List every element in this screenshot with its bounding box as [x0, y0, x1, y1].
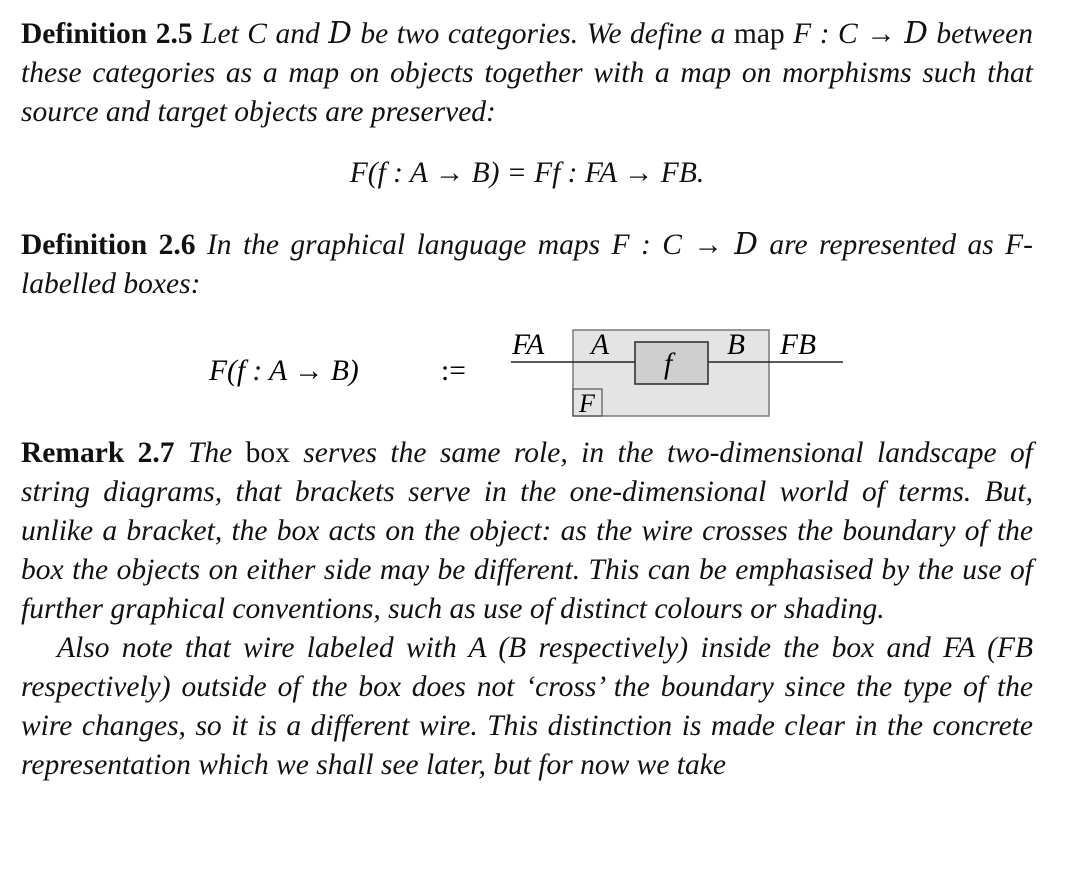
definition-2-6 — [21, 225, 1033, 304]
definition-2-5-map-word: map — [733, 18, 785, 50]
remark-2-7 — [21, 434, 1033, 785]
wire-label-FA: FA — [512, 329, 545, 361]
remark-2-7-para-2: Also note that wire labeled with A (B respectively) inside the box and FA (FB respectively) outside of the box does not ‘cross’ the boundary since the type of the wire changes, so it is a different wire. This distinction is made clear in the concrete representation which we shall see later, but for now we take — [21, 632, 1033, 781]
definition-2-6-label: Definition 2.6 — [21, 229, 196, 261]
definition-2-5-text-4: between these categories as a map on objects together with a map on morphisms such that source and target objects are preserved: — [21, 18, 1033, 128]
string-diagram — [21, 304, 1033, 424]
definition-2-5-label: Definition 2.5 — [21, 18, 193, 50]
definition-2-5-text-3: F : C → — [784, 18, 905, 50]
equation-1: F(f : A → B) = Ff : FA → FB. — [349, 157, 705, 189]
string-diagram-svg — [21, 304, 1033, 424]
wire-label-A: A — [591, 329, 610, 361]
definition-2-5-text-2: be two categories. We define a — [351, 18, 734, 50]
definition-2-6-frak-d: D — [734, 227, 758, 261]
diagram-lhs: F(f : A → B) — [209, 355, 359, 387]
definition-2-6-text-1: In the graphical language maps F : C → — [206, 229, 735, 261]
definition-2-5-text-1: Let C and — [201, 18, 329, 50]
remark-2-7-text-2: serves the same role, in the two-dimensional landscape of string diagrams, that brackets serve in the one-dimensional world of terms. But, unlike a bracket, the box acts on the object: as the wire crosses the boundary of the box the objects on either side may be different. This can be emphasised by the use of further graphical conventions, such as use of distinct colours or shading. — [21, 437, 1033, 625]
diagram-defeq: := — [441, 355, 466, 387]
remark-2-7-box-word: box — [245, 437, 290, 469]
wire-label-FB: FB — [780, 329, 817, 361]
definition-2-5 — [21, 14, 1033, 132]
definition-2-6-text-2: are represented as F-labelled boxes: — [21, 229, 1034, 300]
outer-box-label: F — [579, 389, 595, 418]
inner-box-label: f — [664, 348, 673, 380]
wire-label-B: B — [727, 329, 746, 361]
remark-2-7-text-1: The — [187, 437, 246, 469]
definition-2-5-frak-d: D — [328, 16, 352, 50]
remark-2-7-label: Remark 2.7 — [21, 437, 175, 469]
definition-2-5-frak-d-2: D — [904, 16, 928, 50]
remark-2-7-para-1 — [21, 434, 1033, 629]
